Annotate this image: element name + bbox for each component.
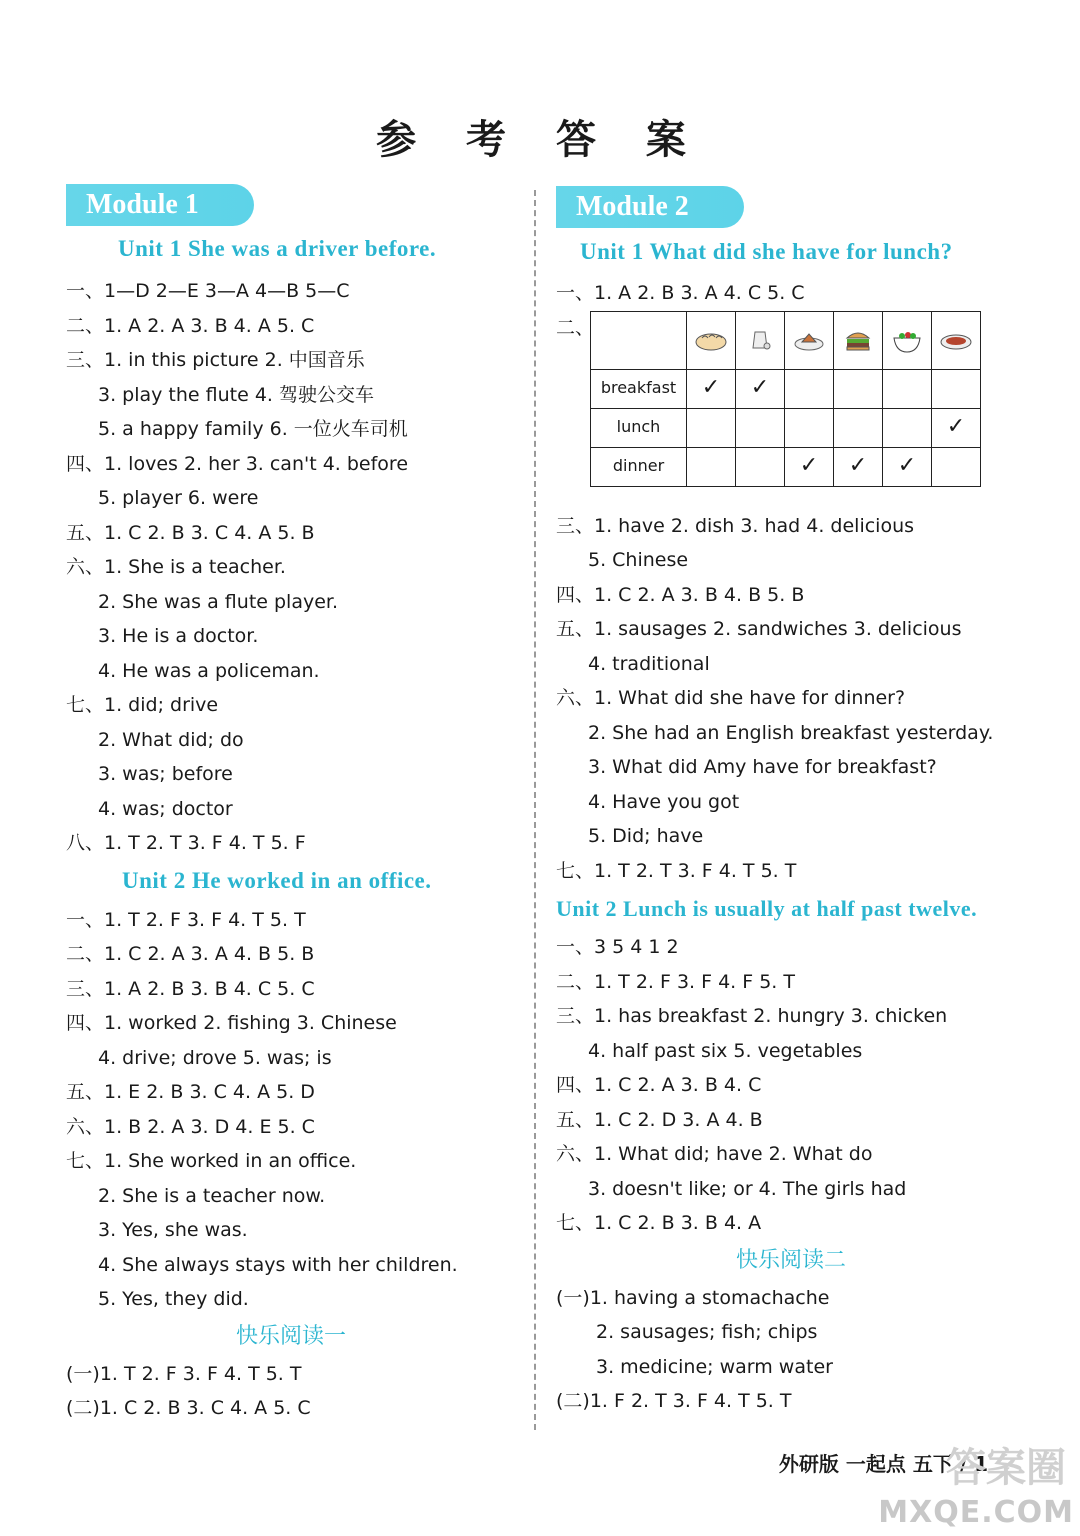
- answer-line: 一、3 5 4 1 2: [556, 936, 679, 958]
- answer-line: 四、1. C 2. A 3. B 4. C: [556, 1074, 762, 1096]
- reading-2-title: 快乐阅读二: [735, 1247, 846, 1273]
- answer-line: 4. He was a policeman.: [98, 659, 320, 682]
- row-label: dinner: [591, 447, 687, 486]
- answer-line: 2. sausages; fish; chips: [596, 1321, 818, 1343]
- reading-1-title: 快乐阅读一: [235, 1323, 346, 1349]
- answer-line: 一、1. T 2. F 3. F 4. T 5. T: [66, 908, 306, 931]
- left-column: [66, 184, 516, 1426]
- answer-line: 2. What did; do: [98, 728, 244, 751]
- check-cell: [932, 447, 981, 486]
- answer-line: 4. half past six 5. vegetables: [588, 1039, 863, 1062]
- check-cell: [834, 369, 883, 408]
- answer-line: 3. play the flute 4. 驾驶公交车: [98, 383, 375, 406]
- answer-line: 五、1. C 2. D 3. A 4. B: [556, 1108, 763, 1131]
- answer-line: 5. Yes, they did.: [98, 1288, 249, 1310]
- answer-line: 4. She always stays with her children.: [98, 1253, 458, 1276]
- answer-line: (一)1. having a stomachache: [556, 1286, 830, 1309]
- page-footer: 外研版 一起点 五下 / 1: [778, 1452, 988, 1476]
- noodles-plate-icon: [932, 311, 981, 369]
- right-column: [556, 186, 1026, 1419]
- watermark: MXQE.COM: [878, 1495, 1074, 1530]
- check-cell: [834, 408, 883, 447]
- unit-2-title: Unit 2 He worked in an office.: [122, 867, 432, 893]
- answer-line: 3. What did Amy have for breakfast?: [588, 756, 937, 778]
- check-cell: ✓: [834, 447, 883, 486]
- answer-line: 二、1. C 2. A 3. A 4. B 5. B: [66, 943, 315, 965]
- answer-line: 一、1. A 2. B 3. A 4. C 5. C: [556, 282, 805, 304]
- row-label: breakfast: [591, 369, 687, 408]
- answer-line: 3. medicine; warm water: [596, 1355, 833, 1378]
- check-cell: [687, 408, 736, 447]
- answer-line: 四、1. loves 2. her 3. can't 4. before: [66, 452, 409, 475]
- unit-2-title: Unit 2 Lunch is usually at half past twelve.: [556, 896, 978, 921]
- burger-icon: [834, 311, 883, 369]
- table-corner: [591, 311, 687, 369]
- column-divider: [534, 190, 536, 1430]
- bread-icon: [687, 311, 736, 369]
- answer-line: 六、1. B 2. A 3. D 4. E 5. C: [66, 1115, 315, 1138]
- answer-line: 4. drive; drove 5. was; is: [98, 1046, 332, 1069]
- check-cell: [932, 369, 981, 408]
- answer-line: 4. Have you got: [588, 790, 740, 813]
- unit-1-title: Unit 1 What did she have for lunch?: [580, 239, 953, 264]
- answer-line: 八、1. T 2. T 3. F 4. T 5. F: [66, 832, 306, 854]
- watermark-logo: 答案圈: [946, 1445, 1066, 1491]
- answer-line: 四、1. C 2. A 3. B 4. B 5. B: [556, 583, 805, 606]
- check-cell: ✓: [736, 369, 785, 408]
- answer-line: 三、1. have 2. dish 3. had 4. delicious: [556, 514, 915, 537]
- check-cell: ✓: [883, 447, 932, 486]
- answer-line: 4. traditional: [588, 652, 710, 675]
- answer-line: 二、1. A 2. A 3. B 4. A 5. C: [66, 314, 315, 337]
- answer-line: 五、1. E 2. B 3. C 4. A 5. D: [66, 1081, 315, 1103]
- check-cell: [687, 447, 736, 486]
- fish-icon: [785, 311, 834, 369]
- answer-line: 2. She had an English breakfast yesterday.: [588, 721, 994, 744]
- answer-line: 3. was; before: [98, 763, 233, 785]
- answer-line: 3. doesn't like; or 4. The girls had: [588, 1177, 907, 1200]
- check-cell: [785, 408, 834, 447]
- meal-table: [590, 311, 981, 487]
- answer-line: 3. He is a doctor.: [98, 625, 259, 647]
- answer-line: 四、1. worked 2. fishing 3. Chinese: [66, 1012, 397, 1034]
- check-cell: ✓: [687, 369, 736, 408]
- answer-line: (二)1. F 2. T 3. F 4. T 5. T: [556, 1390, 792, 1412]
- module-2-banner: Module 2: [556, 186, 744, 228]
- answer-line: 三、1. has breakfast 2. hungry 3. chicken: [556, 1005, 948, 1027]
- answer-line: 三、1. in this picture 2. 中国音乐: [66, 349, 365, 371]
- table-section: [556, 311, 1026, 511]
- row-label: lunch: [591, 408, 687, 447]
- answer-line: 六、1. What did she have for dinner?: [556, 687, 906, 709]
- answer-line: 五、1. C 2. B 3. C 4. A 5. B: [66, 521, 315, 544]
- answer-line: 3. Yes, she was.: [98, 1219, 248, 1241]
- answer-line: 二、1. T 2. F 3. F 4. F 5. T: [556, 970, 795, 993]
- section-label: 二、: [556, 316, 595, 339]
- answer-line: 4. was; doctor: [98, 797, 233, 820]
- check-cell: ✓: [785, 447, 834, 486]
- answer-line: 七、1. She worked in an office.: [66, 1150, 357, 1172]
- milk-icon: [736, 311, 785, 369]
- answer-line: 七、1. T 2. T 3. F 4. T 5. T: [556, 859, 797, 882]
- check-cell: [883, 369, 932, 408]
- check-cell: [883, 408, 932, 447]
- check-cell: [736, 447, 785, 486]
- unit-1-title: Unit 1 She was a driver before.: [118, 236, 437, 261]
- answer-line: 5. player 6. were: [98, 487, 259, 509]
- answer-line: 5. Did; have: [588, 825, 704, 847]
- salad-bowl-icon: [883, 311, 932, 369]
- answer-line: 六、1. What did; have 2. What do: [556, 1143, 873, 1165]
- answer-line: 5. Chinese: [588, 549, 689, 571]
- check-cell: [785, 369, 834, 408]
- answer-line: 2. She is a teacher now.: [98, 1184, 326, 1207]
- answer-line: 2. She was a flute player.: [98, 590, 339, 613]
- answer-line: (二)1. C 2. B 3. C 4. A 5. C: [66, 1397, 311, 1419]
- check-cell: ✓: [932, 408, 981, 447]
- answer-line: 三、1. A 2. B 3. B 4. C 5. C: [66, 977, 315, 1000]
- answer-line: (一)1. T 2. F 3. F 4. T 5. T: [66, 1362, 302, 1385]
- check-cell: [736, 408, 785, 447]
- page-title: 参 考 答 案: [376, 117, 704, 163]
- answer-line: 一、1—D 2—E 3—A 4—B 5—C: [66, 280, 350, 302]
- answer-line: 七、1. C 2. B 3. B 4. A: [556, 1212, 762, 1234]
- answer-line: 六、1. She is a teacher.: [66, 556, 286, 578]
- answer-line: 5. a happy family 6. 一位火车司机: [98, 418, 408, 440]
- answer-line: 七、1. did; drive: [66, 694, 219, 716]
- answer-line: 五、1. sausages 2. sandwiches 3. delicious: [556, 618, 962, 640]
- module-1-banner: Module 1: [66, 184, 254, 226]
